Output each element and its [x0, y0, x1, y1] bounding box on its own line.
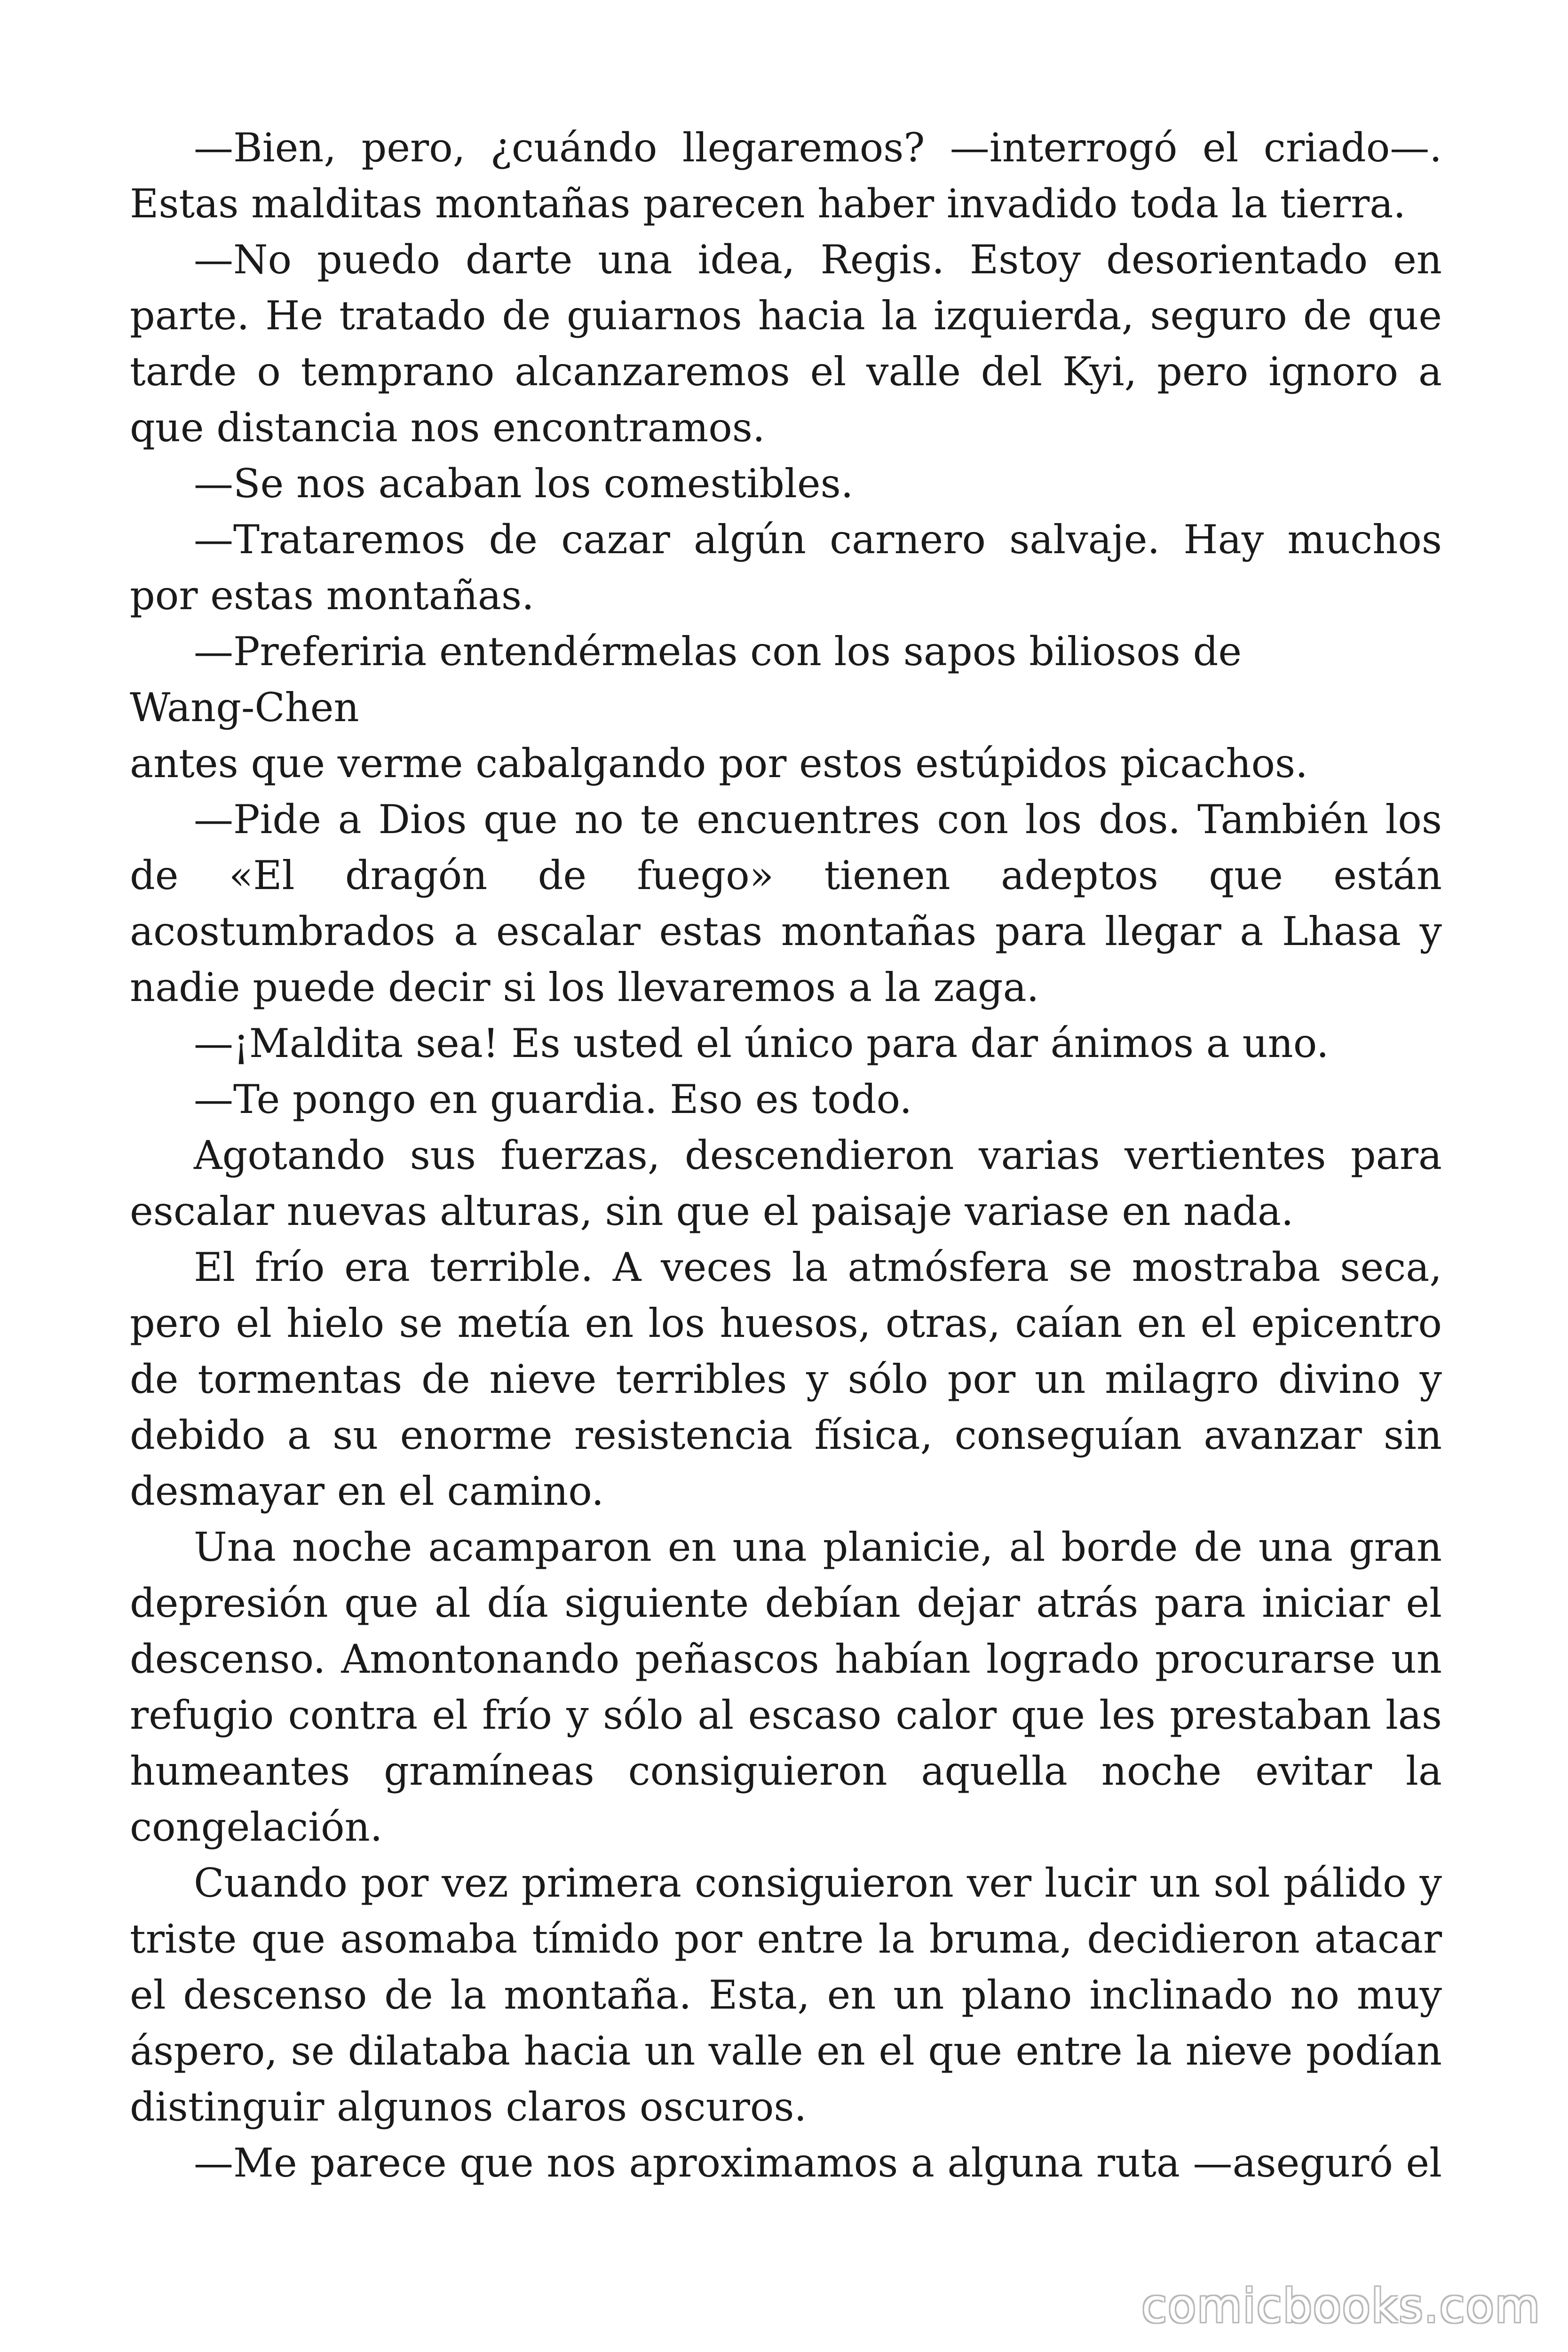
- book-page-text: [130, 120, 1442, 2191]
- paragraph: —Se nos acaban los comestibles.: [194, 461, 854, 507]
- paragraph: —Preferiria entendérmelas con los sapos biliosos de: [194, 628, 1242, 675]
- paragraph: —Te pongo en guardia. Eso es todo.: [194, 1076, 912, 1122]
- watermark-logo: comicbooks.com: [1141, 2280, 1541, 2333]
- paragraph-name-line: Wang-Chen: [130, 684, 359, 731]
- paragraph: —No puedo darte una idea, Regis. Estoy desorientado en parte. He tratado de guiarnos hacia la izquierda, seguro de que tarde o temprano alcanzaremos el valle del Kyi, pero ignoro a que distancia nos encontramos.: [130, 237, 1442, 451]
- paragraph: —Pide a Dios que no te encuentres con los dos. También los de «El dragón de fuego» tienen adeptos que están acostumbrados a escalar estas montañas para llegar a Lhasa y nadie puede decir si los llevaremos a la zaga.: [130, 796, 1442, 1010]
- paragraph: Agotando sus fuerzas, descendieron varias vertientes para escalar nuevas alturas, sin que el paisaje variase en nada.: [130, 1132, 1442, 1234]
- paragraph: —¡Maldita sea! Es usted el único para dar ánimos a uno.: [194, 1020, 1329, 1066]
- paragraph: —Bien, pero, ¿cuándo llegaremos? —interrogó el criado—. Estas malditas montañas parecen haber invadido toda la tierra.: [130, 125, 1442, 227]
- paragraph: El frío era terrible. A veces la atmósfera se mostraba seca, pero el hielo se metía en los huesos, otras, caían en el epicentro de tormentas de nieve terribles y sólo por un milagro divino y debido a su enorme resistencia física, conseguían avanzar sin desmayar en el camino.: [130, 1244, 1442, 1514]
- paragraph: Cuando por vez primera consiguieron ver lucir un sol pálido y triste que asomaba tímido por entre la bruma, decidieron atacar el descenso de la montaña. Esta, en un plano inclinado no muy áspero, se dilataba hacia un valle en el que entre la nieve podían distinguir algunos claros oscuros.: [130, 1860, 1442, 2130]
- paragraph: —Trataremos de cazar algún carnero salvaje. Hay muchos por estas montañas.: [130, 516, 1442, 619]
- paragraph: Una noche acamparon en una planicie, al borde de una gran depresión que al día siguiente debían dejar atrás para iniciar el descenso. Amontonando peñascos habían logrado procurarse un refugio contra el frío y sólo al escaso calor que les prestaban las humeantes gramíneas consiguieron aquella noche evitar la congelación.: [130, 1524, 1442, 1850]
- paragraph-continuation: antes que verme cabalgando por estos estúpidos picachos.: [130, 740, 1308, 787]
- paragraph-cut-off: —Me parece que nos aproximamos a alguna ruta —aseguró el: [194, 2140, 1442, 2186]
